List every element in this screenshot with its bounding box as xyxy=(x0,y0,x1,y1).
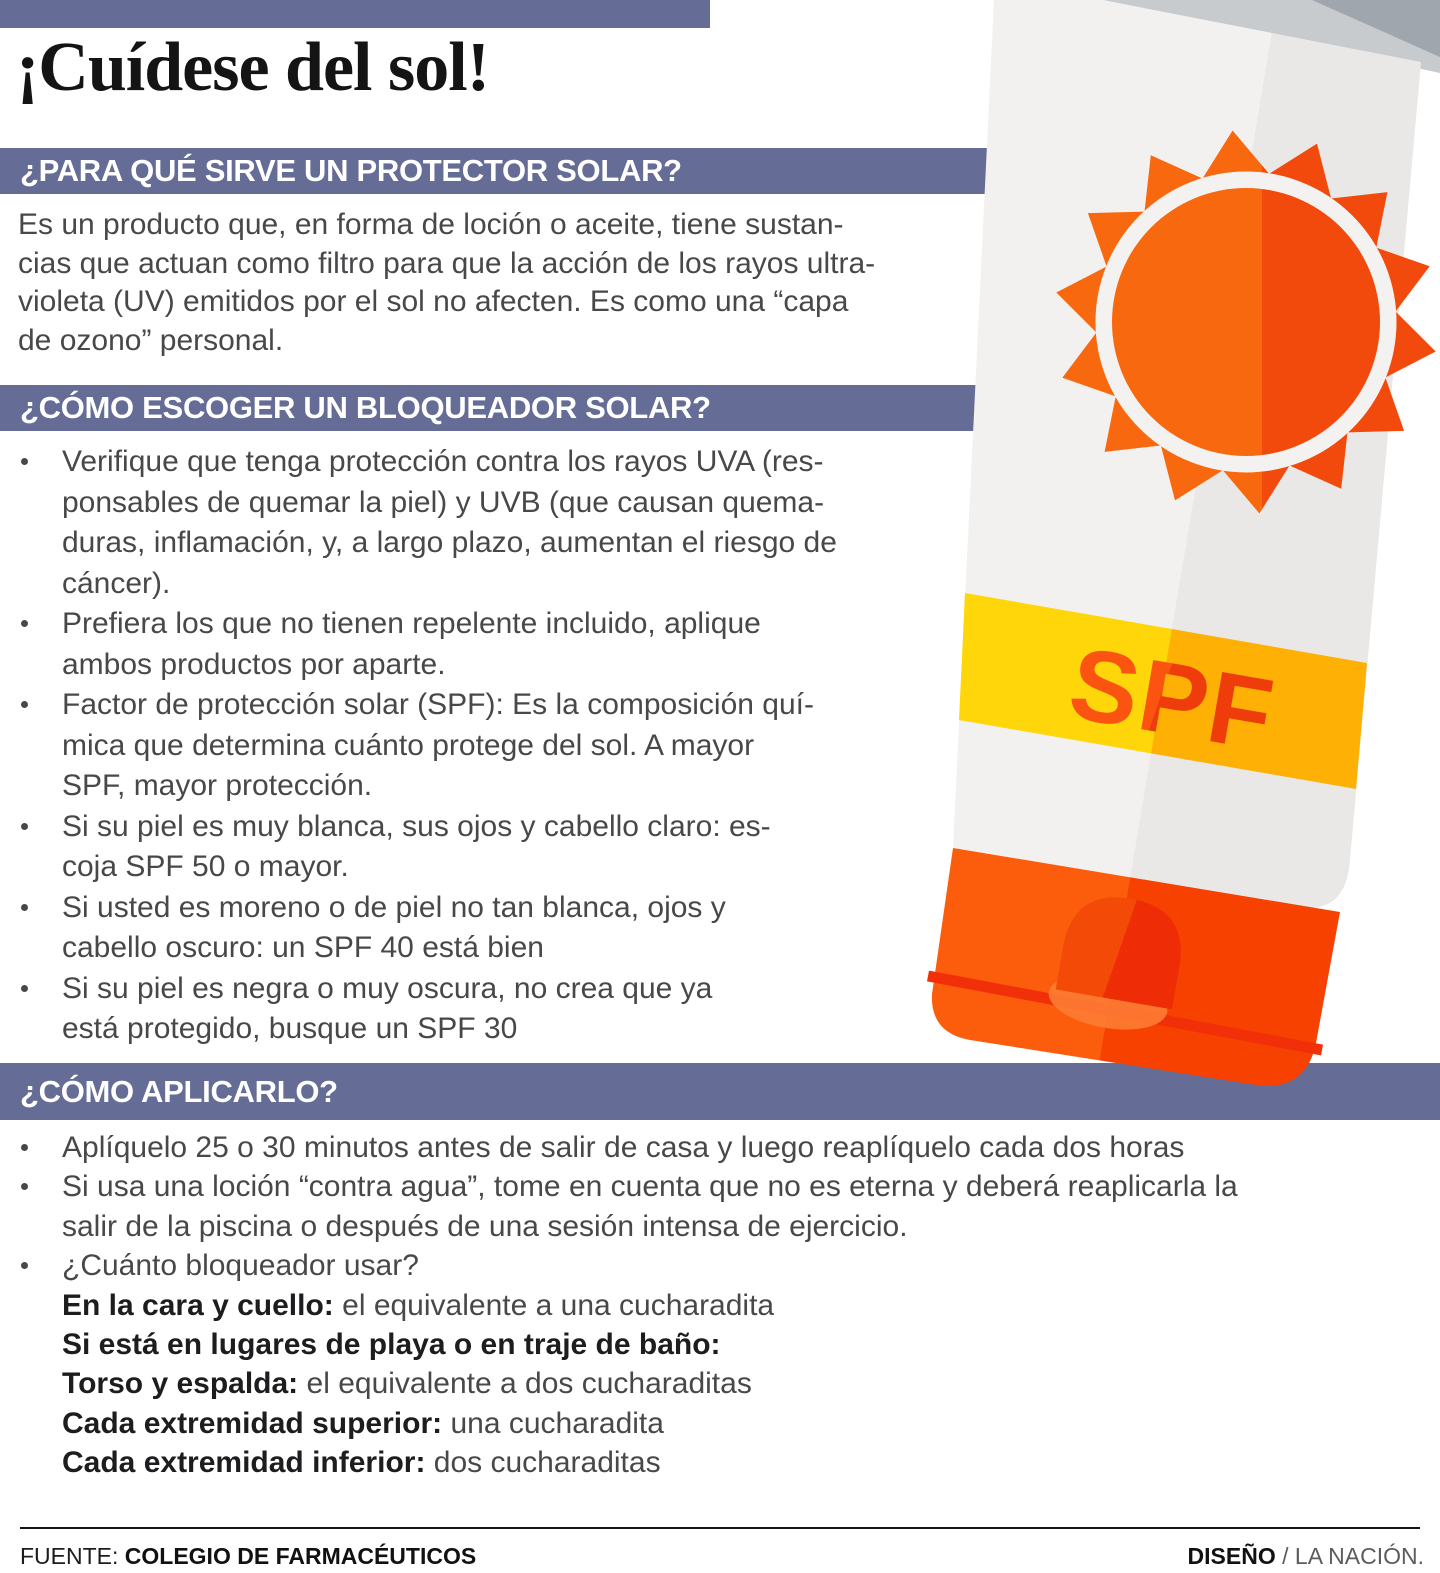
list-item-bold: Torso y espalda: xyxy=(62,1367,299,1401)
list-item xyxy=(18,1207,1418,1246)
footer-design-label: DISEÑO xyxy=(1187,1543,1276,1569)
list-item-line: Si su piel es muy blanca, sus ojos y cabello claro: es- xyxy=(62,809,771,843)
list-item-line: Prefiera los que no tienen repelente incluido, aplique xyxy=(62,607,761,640)
list-item xyxy=(18,1443,1418,1482)
bullet-icon xyxy=(21,620,28,627)
list-item-line: Factor de protección solar (SPF): Es la composición quí- xyxy=(62,688,814,721)
list-item xyxy=(18,442,978,604)
how-choose-list xyxy=(18,442,978,1050)
list-item xyxy=(18,1286,1418,1325)
top-accent-bar xyxy=(0,0,710,28)
paragraph-line: violeta (UV) emitidos por el sol no afecten. Es como una “capa xyxy=(18,285,849,319)
section-header-how-choose-label: ¿CÓMO ESCOGER UN BLOQUEADOR SOLAR? xyxy=(20,390,711,425)
list-item-bold: Cada extremidad superior: xyxy=(62,1406,443,1440)
footer-rule xyxy=(20,1527,1420,1529)
section-header-how-apply-label: ¿CÓMO APLICARLO? xyxy=(20,1073,338,1109)
page-title: ¡Cuídese del sol! xyxy=(16,29,489,106)
list-item-bold: Si está en lugares de playa o en traje de baño: xyxy=(62,1328,721,1362)
list-item-line: ponsables de quemar la piel) y UVB (que causan quema- xyxy=(62,485,825,519)
list-item-line: duras, inflamación, y, a largo plazo, aumentan el riesgo de xyxy=(62,526,837,559)
list-item-text: Si usa una loción “contra agua”, tome en cuenta que no es eterna y deberá reaplicarla la xyxy=(62,1170,1238,1204)
bullet-icon xyxy=(21,701,28,708)
sunscreen-tube-illustration xyxy=(900,0,1440,1140)
section-header-how-choose xyxy=(0,385,990,431)
list-item-text: Aplíquelo 25 o 30 minutos antes de salir de casa y luego reaplíquelo cada dos horas xyxy=(62,1131,1185,1164)
list-item-text: salir de la piscina o después de una sesión intensa de ejercicio. xyxy=(62,1209,908,1243)
list-item xyxy=(18,1364,1418,1403)
list-item-line: Verifique que tenga protección contra los rayos UVA (res- xyxy=(62,445,824,478)
bullet-icon xyxy=(21,1262,28,1269)
footer-design xyxy=(1188,1543,1424,1570)
how-apply-list xyxy=(18,1128,1418,1483)
list-item-line: Si su piel es negra o muy oscura, no crea que ya xyxy=(62,971,713,1005)
list-item-text: el equivalente a una cucharadita xyxy=(333,1288,775,1322)
paragraph-line: Es un producto que, en forma de loción o aceite, tiene sustan- xyxy=(18,208,844,241)
list-item-bold: Cada extremidad inferior: xyxy=(62,1446,426,1480)
list-item-line: coja SPF 50 o mayor. xyxy=(62,850,349,883)
list-item-line: mica que determina cuánto protege del sol. A mayor xyxy=(62,728,755,762)
section-header-what-for-label: ¿PARA QUÉ SIRVE UN PROTECTOR SOLAR? xyxy=(20,153,682,188)
list-item xyxy=(18,1325,1418,1364)
list-item xyxy=(18,685,978,807)
list-item-line: cabello oscuro: un SPF 40 está bien xyxy=(62,931,544,964)
footer-design-credit: / LA NACIÓN. xyxy=(1275,1543,1424,1569)
list-item-text: ¿Cuánto bloqueador usar? xyxy=(62,1249,419,1283)
paragraph-line: de ozono” personal. xyxy=(18,323,284,357)
footer-source-label: FUENTE: xyxy=(20,1543,125,1569)
sun-core xyxy=(1112,188,1380,456)
bullet-icon xyxy=(21,458,28,465)
spf-label: SPF xyxy=(1061,625,1283,773)
list-item-text: el equivalente a dos cucharaditas xyxy=(298,1367,752,1401)
list-item xyxy=(18,1167,1418,1206)
bullet-icon xyxy=(21,985,28,992)
footer-source xyxy=(20,1543,476,1570)
list-item-line: está protegido, busque un SPF 30 xyxy=(62,1012,518,1045)
list-item xyxy=(18,604,978,685)
list-item xyxy=(18,1404,1418,1443)
footer-source-name: COLEGIO DE FARMACÉUTICOS xyxy=(124,1543,477,1569)
bullet-icon xyxy=(21,904,28,911)
list-item xyxy=(18,807,978,888)
list-item-line: SPF, mayor protección. xyxy=(62,769,373,802)
list-item xyxy=(18,888,978,969)
list-item-bold: En la cara y cuello: xyxy=(62,1288,334,1322)
paragraph-line: cias que actuan como filtro para que la acción de los rayos ultra- xyxy=(18,246,876,280)
bullet-icon xyxy=(21,823,28,830)
list-item-line: cáncer). xyxy=(62,566,171,600)
list-item xyxy=(18,969,978,1050)
list-item-text: una cucharadita xyxy=(442,1406,664,1440)
list-item-line: ambos productos por aparte. xyxy=(62,647,446,681)
what-for-paragraph xyxy=(18,206,875,360)
bullet-icon xyxy=(21,1144,28,1151)
section-header-what-for xyxy=(0,148,990,194)
list-item-text: dos cucharaditas xyxy=(425,1446,661,1480)
list-item xyxy=(18,1246,1418,1285)
bullet-icon xyxy=(21,1183,28,1190)
list-item-line: Si usted es moreno o de piel no tan blanca, ojos y xyxy=(62,890,726,924)
